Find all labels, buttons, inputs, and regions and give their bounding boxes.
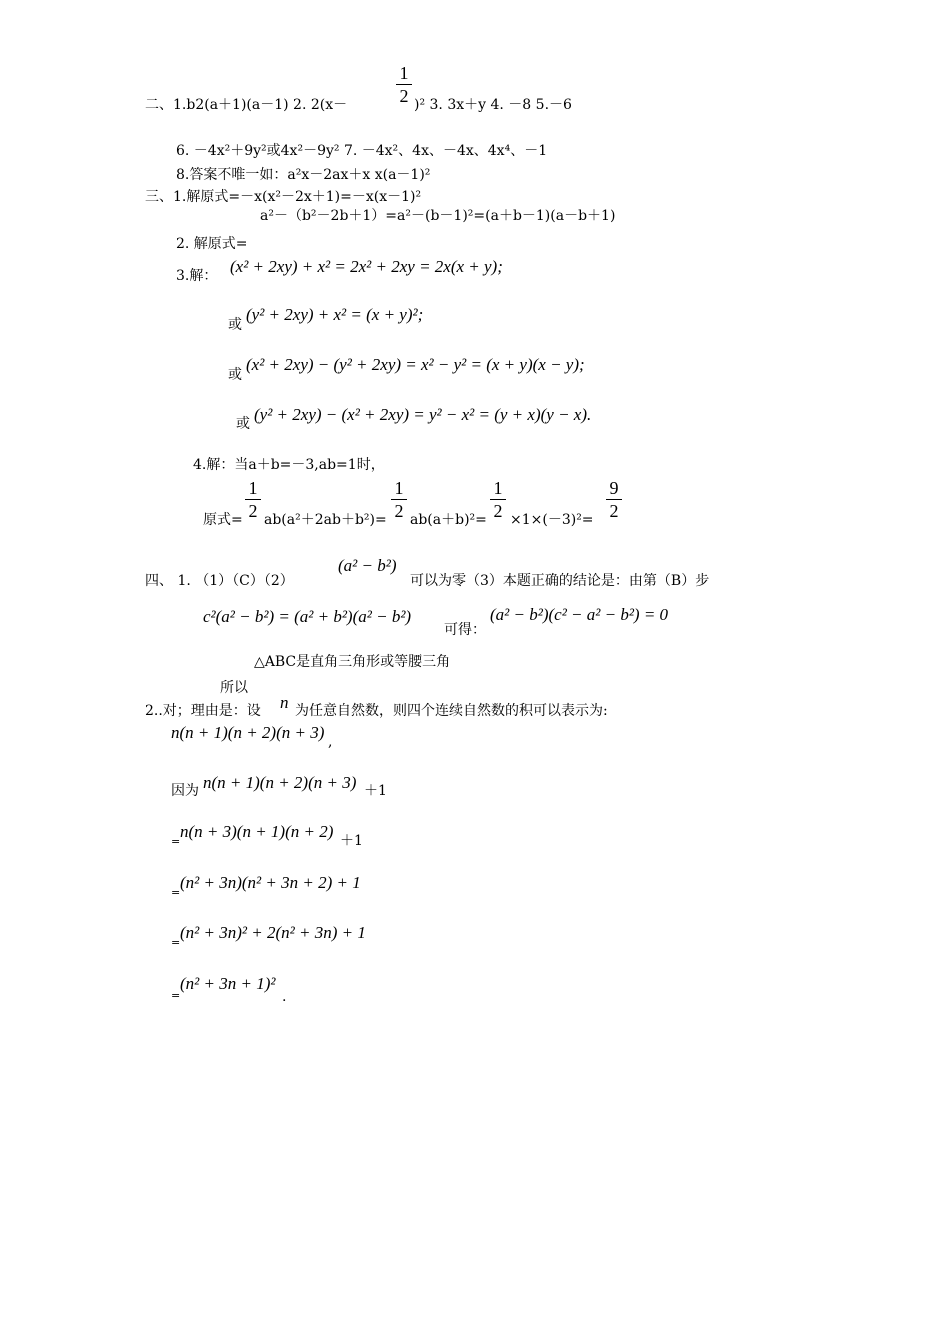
fraction-numerator: 1: [394, 478, 404, 498]
q3-label: 3.解：: [176, 268, 218, 284]
fraction-numerator: 1: [399, 63, 409, 83]
step-1: n(n + 3)(n + 1)(n + 2): [180, 822, 334, 841]
q4-prefix: 原式=: [203, 512, 243, 528]
plus-one-a: ＋1: [364, 783, 387, 799]
q3-equation-1: (x² + 2xy) + x² = 2x² + 2xy = 2x(x + y);: [230, 257, 503, 276]
eq-zero: (a² − b²)(c² − a² − b²) = 0: [490, 605, 669, 624]
step-4: (n² + 3n + 1)²: [180, 974, 276, 993]
sec3-line3: 2. 解原式=: [176, 236, 248, 252]
q4-part-2: ab(a＋b)²=: [410, 512, 487, 528]
fraction-denominator: 2: [609, 501, 619, 521]
q4-part-3: ×1×(－3)²=: [510, 512, 594, 528]
q4-fraction-1: [245, 478, 261, 521]
q4-fraction-2: [391, 478, 407, 521]
q2-n: n: [280, 693, 289, 712]
q3-or-3: 或: [236, 416, 250, 432]
fraction-half: [396, 63, 412, 106]
fraction-bar: [245, 499, 261, 500]
step-3: (n² + 3n)² + 2(n² + 3n) + 1: [180, 923, 366, 942]
fraction-bar: [490, 499, 506, 500]
fraction-bar: [396, 84, 412, 85]
fraction-bar: [606, 499, 622, 500]
sec2-line1-a: 二、1.b2(a＋1)(a－1) 2. 2(x－: [145, 97, 348, 113]
fraction-denominator: 2: [399, 86, 409, 106]
q4-line: 4.解：当a＋b=－3,ab=1时，: [193, 457, 385, 473]
q2-text-b: 为任意自然数，则四个连续自然数的积可以表示为:: [295, 703, 608, 719]
product-expr: n(n + 1)(n + 2)(n + 3): [171, 723, 325, 742]
sec4-line1-a: 四、 1. （1）（C）（2）: [145, 573, 294, 589]
fraction-denominator: 2: [493, 501, 503, 521]
sec4-line1-b: 可以为零（3）本题正确的结论是：由第（B）步: [410, 573, 710, 589]
q2-text-a: 2..对；理由是：设: [145, 703, 261, 719]
q4-fraction-3: [490, 478, 506, 521]
fraction-numerator: 9: [609, 478, 619, 498]
q3-equation-2: (y² + 2xy) + x² = (x + y)²;: [246, 305, 424, 324]
kede: 可得：: [444, 622, 486, 638]
fraction-numerator: 1: [248, 478, 258, 498]
fraction-denominator: 2: [248, 501, 258, 521]
eq-sign-4: =: [171, 989, 181, 1002]
eq-sign-3: =: [171, 936, 181, 949]
sec3-line2: a²－（b²－2b＋1）=a²－(b－1)²=(a＋b－1)(a－b＋1): [260, 208, 616, 224]
suoyi: 所以: [220, 680, 248, 696]
eq-c2: c²(a² − b²) = (a² + b²)(a² − b²): [203, 607, 412, 626]
step-2: (n² + 3n)(n² + 3n + 2) + 1: [180, 873, 361, 892]
eq-sign-2: =: [171, 886, 181, 899]
triangle-conclusion: △ABC是直角三角形或等腰三角: [254, 654, 451, 670]
q3-or-1: 或: [228, 317, 242, 333]
because: 因为: [171, 783, 199, 799]
q3-equation-4: (y² + 2xy) − (x² + 2xy) = y² − x² = (y + x)(y − x).: [254, 405, 592, 424]
q3-or-2: 或: [228, 367, 242, 383]
sec2-line3: 8.答案不唯一如：a²x－2ax＋x x(a－1)²: [176, 167, 431, 183]
eq-sign-1: =: [171, 835, 181, 848]
fraction-bar: [391, 499, 407, 500]
sec3-line1: 三、1.解原式=－x(x²－2x＋1)=－x(x－1)²: [145, 189, 422, 205]
plus-one-b: ＋1: [340, 833, 363, 849]
final-period: .: [282, 989, 287, 1005]
sec2-line1-b: )² 3. 3x＋y 4. －8 5.－6: [414, 97, 572, 113]
fraction-numerator: 1: [493, 478, 503, 498]
q4-part-1: ab(a²＋2ab＋b²)=: [264, 512, 387, 528]
q3-equation-3: (x² + 2xy) − (y² + 2xy) = x² − y² = (x + y)(x − y);: [246, 355, 585, 374]
sec2-line2: 6. －4x²＋9y²或4x²－9y² 7. －4x²、4x、－4x、4x⁴、－1: [176, 143, 548, 159]
product-comma: ,: [328, 734, 333, 750]
fraction-denominator: 2: [394, 501, 404, 521]
product-expr-2: n(n + 1)(n + 2)(n + 3): [203, 773, 357, 792]
expr-a2-minus-b2: (a² − b²): [338, 556, 397, 575]
q4-fraction-4: [606, 478, 622, 521]
